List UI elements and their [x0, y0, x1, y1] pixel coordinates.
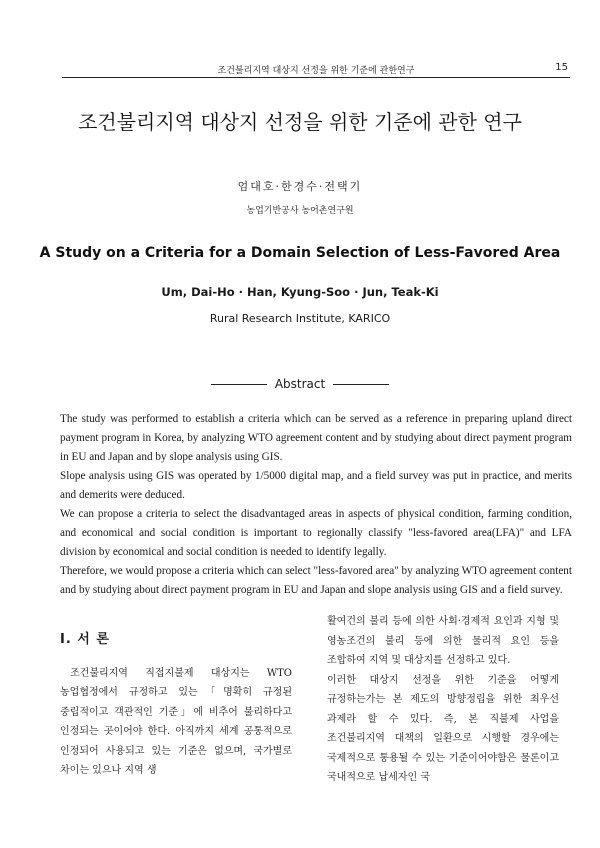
authors-english: Um, Dai-Ho · Han, Kyung-Soo · Jun, Teak-Ki	[161, 285, 439, 299]
abstract-body	[60, 410, 572, 600]
abstract-paragraph: We can propose a criteria to select the disadvantaged areas in aspects of physical condition, farming condition, and economical and social condition is important to regionally classify "less-favored area(LFA)" and LFA division by economical and social condition is needed to identify legally.	[60, 508, 572, 558]
affiliation-korean: 농업기반공사 농어촌연구원	[246, 206, 354, 216]
abstract-paragraph: Therefore, we would propose a criteria which can select "less-favored area" by analyzing WTO agreement content and by studying about direct payment program in EU and Japan and slope analysis using GIS and a field survey.	[60, 565, 572, 596]
abstract-paragraph: Slope analysis using GIS was operated by 1/5000 digital map, and a field survey was put in practice, and merits and demerits were deduced.	[60, 470, 572, 501]
section-heading-introduction: Ⅰ. 서 론	[60, 632, 110, 647]
heading-rule-right	[333, 384, 389, 385]
abstract-paragraph: The study was performed to establish a criteria which can be served as a reference in preparing upland direct payment program in Korea, by analyzing WTO agreement content and by studying about direct payment program in EU and Japan and by slope analysis using GIS.	[60, 413, 572, 463]
authors-korean: 엄대호·한경수·전택기	[237, 180, 363, 193]
title-korean: 조건불리지역 대상지 선정을 위한 기준에 관한 연구	[78, 110, 522, 134]
abstract-heading	[0, 377, 600, 391]
running-header	[62, 61, 570, 78]
heading-rule-left	[211, 384, 267, 385]
body-column-right	[327, 612, 559, 788]
running-title: 조건불리지역 대상지 선정을 위한 기준에 관한연구	[217, 66, 415, 76]
body-paragraph: 조건불리지역 직접지불제 대상지는 WTO 농업협정에서 규정하고 있는「명확히 규정된 중립적이고 객관적인 기준」에 비추어 불리하다고 인정되는 곳이어야 한다. 아직까지 세계 공통적으로 인정되어 사용되고 있는 기준은 없으며, 국가별로 차이는 있으나 지역 생	[60, 667, 292, 776]
body-column-left	[60, 610, 292, 781]
title-english: A Study on a Criteria for a Domain Selection of Less-Favored Area	[39, 245, 561, 261]
body-paragraph: 활여건의 불리 등에 의한 사회·경제적 요인과 지형 및 영농조건의 불리 등에 의한 물리적 요인 등을 조합하여 지역 및 대상지를 선정하고 있다.	[327, 616, 559, 666]
affiliation-english: Rural Research Institute, KARICO	[209, 312, 391, 325]
abstract-heading-label: Abstract	[274, 377, 326, 391]
page-number: 15	[555, 62, 568, 73]
body-paragraph: 이러한 대상지 선정을 위한 기준을 어떻게 규정하는가는 본 제도의 방향정립을 위한 최우선 과제라 할 수 있다. 즉, 본 직불제 사업을 조건불리지역 대책의 일환으로 시행할 경우에는 국제적으로 통용될 수 있는 기준이어야함은 물론이고 국내적으로 납세자인 국	[327, 674, 559, 783]
